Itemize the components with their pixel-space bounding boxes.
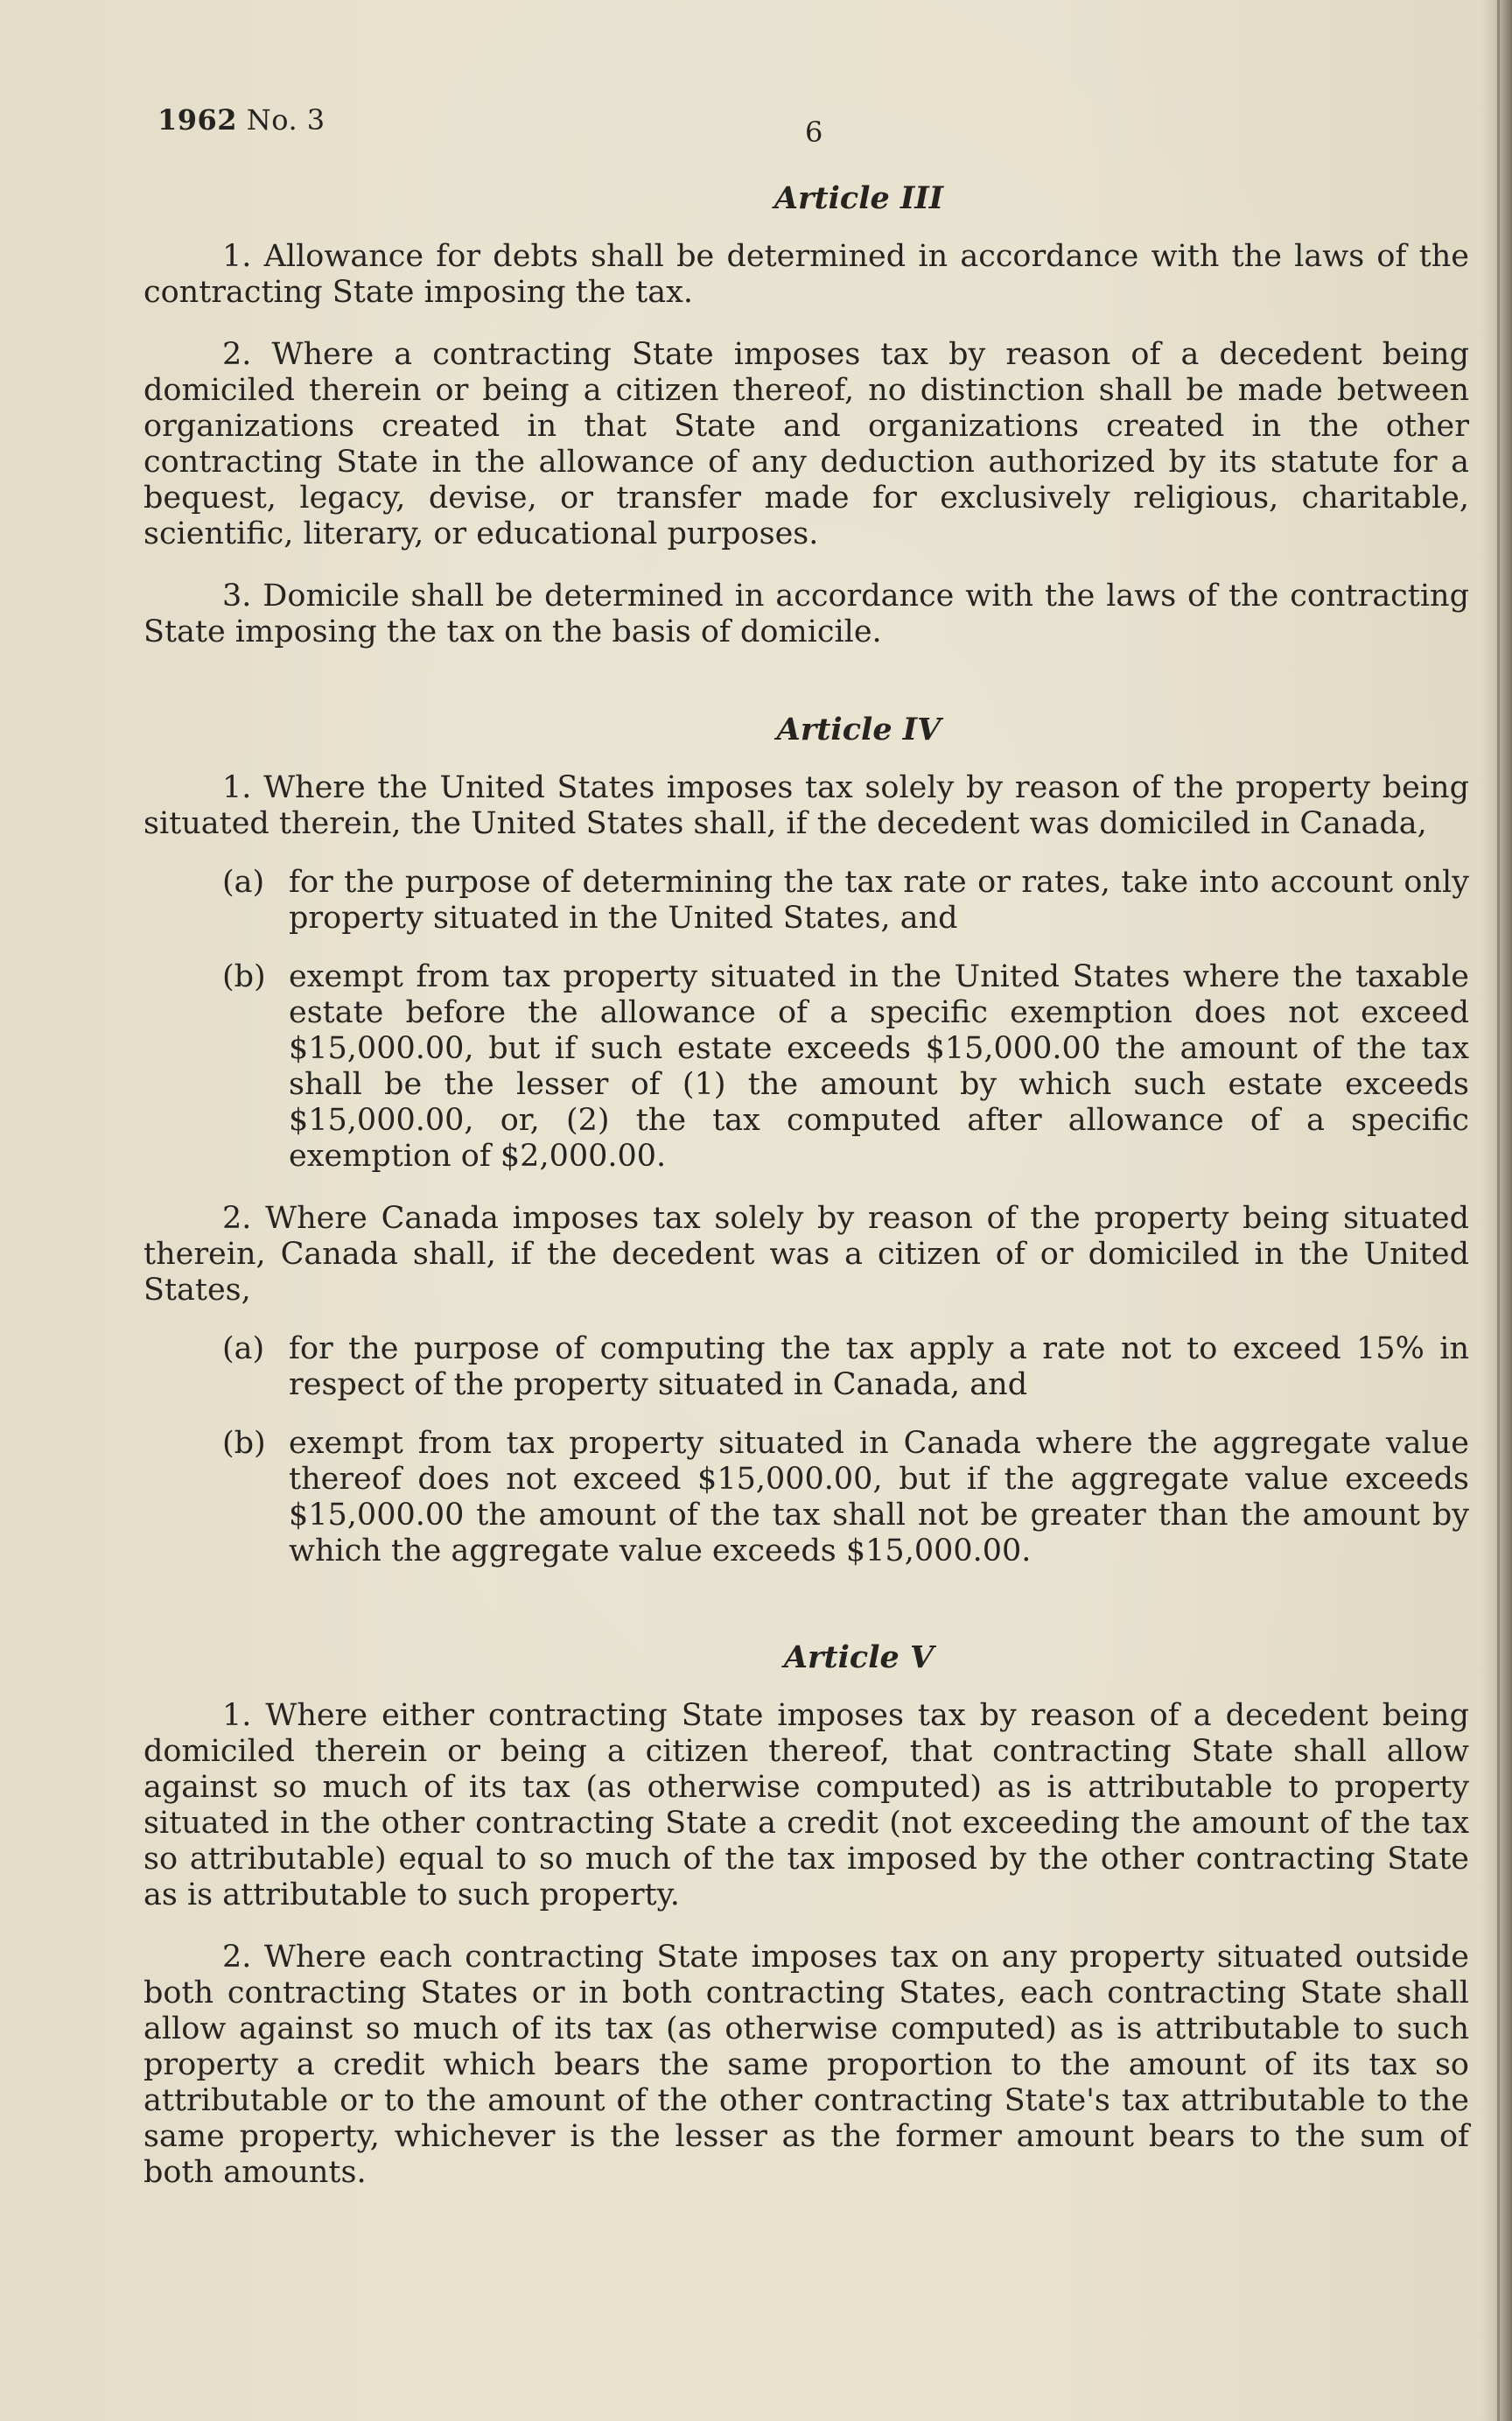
item-label: (b) [222, 1426, 266, 1461]
document-body [144, 180, 1469, 2191]
page-edge-line [1497, 0, 1500, 2421]
article-iv-paragraph-1: 1. Where the United States imposes tax solely by reason of the property being situated therein, the United States shall, if the decedent was domiciled in Canada, [144, 770, 1469, 841]
article-iv-1-item-b [144, 959, 1469, 1175]
article-heading: Article V [783, 1639, 934, 1675]
article-iii-paragraph-1: 1. Allowance for debts shall be determined in accordance with the laws of the contracting State imposing the tax. [144, 239, 1469, 310]
article-heading: Article III [774, 180, 944, 216]
article-iii-paragraph-2: 2. Where a contracting State imposes tax by reason of a decedent being domiciled therein or being a citizen thereof, no distinction shall be made between organizations created in that State and organizations created in the other contracting State in the allowance of any deduction authorized by its statute for a bequest, legacy, devise, or transfer made for exclusively religious, charitable, scientific, literary, or educational purposes. [144, 337, 1469, 551]
article-iv-2-item-b [144, 1426, 1469, 1569]
article-heading: Article IV [776, 712, 942, 747]
header-number: No. 3 [246, 103, 326, 137]
article-iv-paragraph-2: 2. Where Canada imposes tax solely by reason of the property being situated therein, Canada shall, if the decedent was a citizen of or domiciled in the United States, [144, 1201, 1469, 1308]
article-v-paragraph-1: 1. Where either contracting State imposes tax by reason of a decedent being domiciled therein or being a citizen thereof, that contracting State shall allow against so much of its tax (as otherwise computed) as is attributable to property situated in the other contracting State a credit (not exceeding the amount of the tax so attributable) equal to so much of the tax imposed by the other contracting State as is attributable to such property. [144, 1698, 1469, 1912]
article-iii [144, 180, 1469, 650]
header-year: 1962 [158, 103, 238, 137]
article-iv-1-item-a [144, 865, 1469, 937]
item-label: (a) [222, 1331, 265, 1366]
article-iii-paragraph-3: 3. Domicile shall be determined in accordance with the laws of the contracting State imposing the tax on the basis of domicile. [144, 579, 1469, 649]
item-label: (a) [222, 865, 265, 900]
item-text: exempt from tax property situated in the United States where the taxable estate before the allowance of a specific exemption does not exceed $15,000.00, but if such estate exceeds $15,000.00 the amount of the tax shall be the lesser of (1) the amount by which such estate exceeds $15,000.00, or, (2) the tax computed after allowance of a specific exemption of $2,000.00. [289, 959, 1469, 1174]
item-text: exempt from tax property situated in Canada where the aggregate value thereof does not exceed $15,000.00, but if the aggregate value exceeds $15,000.00 the amount of the tax shall not be greater than the amount by which the aggregate value exceeds $15,000.00. [289, 1426, 1469, 1568]
page-header [158, 103, 326, 137]
article-iv [144, 712, 1469, 1569]
item-text: for the purpose of determining the tax rate or rates, take into account only property situated in the United States, and [289, 865, 1469, 936]
item-text: for the purpose of computing the tax apply a rate not to exceed 15% in respect of the property situated in Canada, and [289, 1331, 1469, 1402]
article-v-paragraph-2: 2. Where each contracting State imposes tax on any property situated outside both contracting States or in both contracting States, each contracting State shall allow against so much of its tax (as otherwise computed) as is attributable to such property a credit which bears the same proportion to the amount of its tax so attributable or to the amount of the other contracting State's tax attributable to the same property, whichever is the lesser as the former amount bears to the sum of both amounts. [144, 1940, 1469, 2190]
page-number: 6 [805, 116, 823, 149]
article-v [144, 1639, 1469, 2191]
item-label: (b) [222, 959, 266, 994]
article-iv-2-item-a [144, 1331, 1469, 1403]
